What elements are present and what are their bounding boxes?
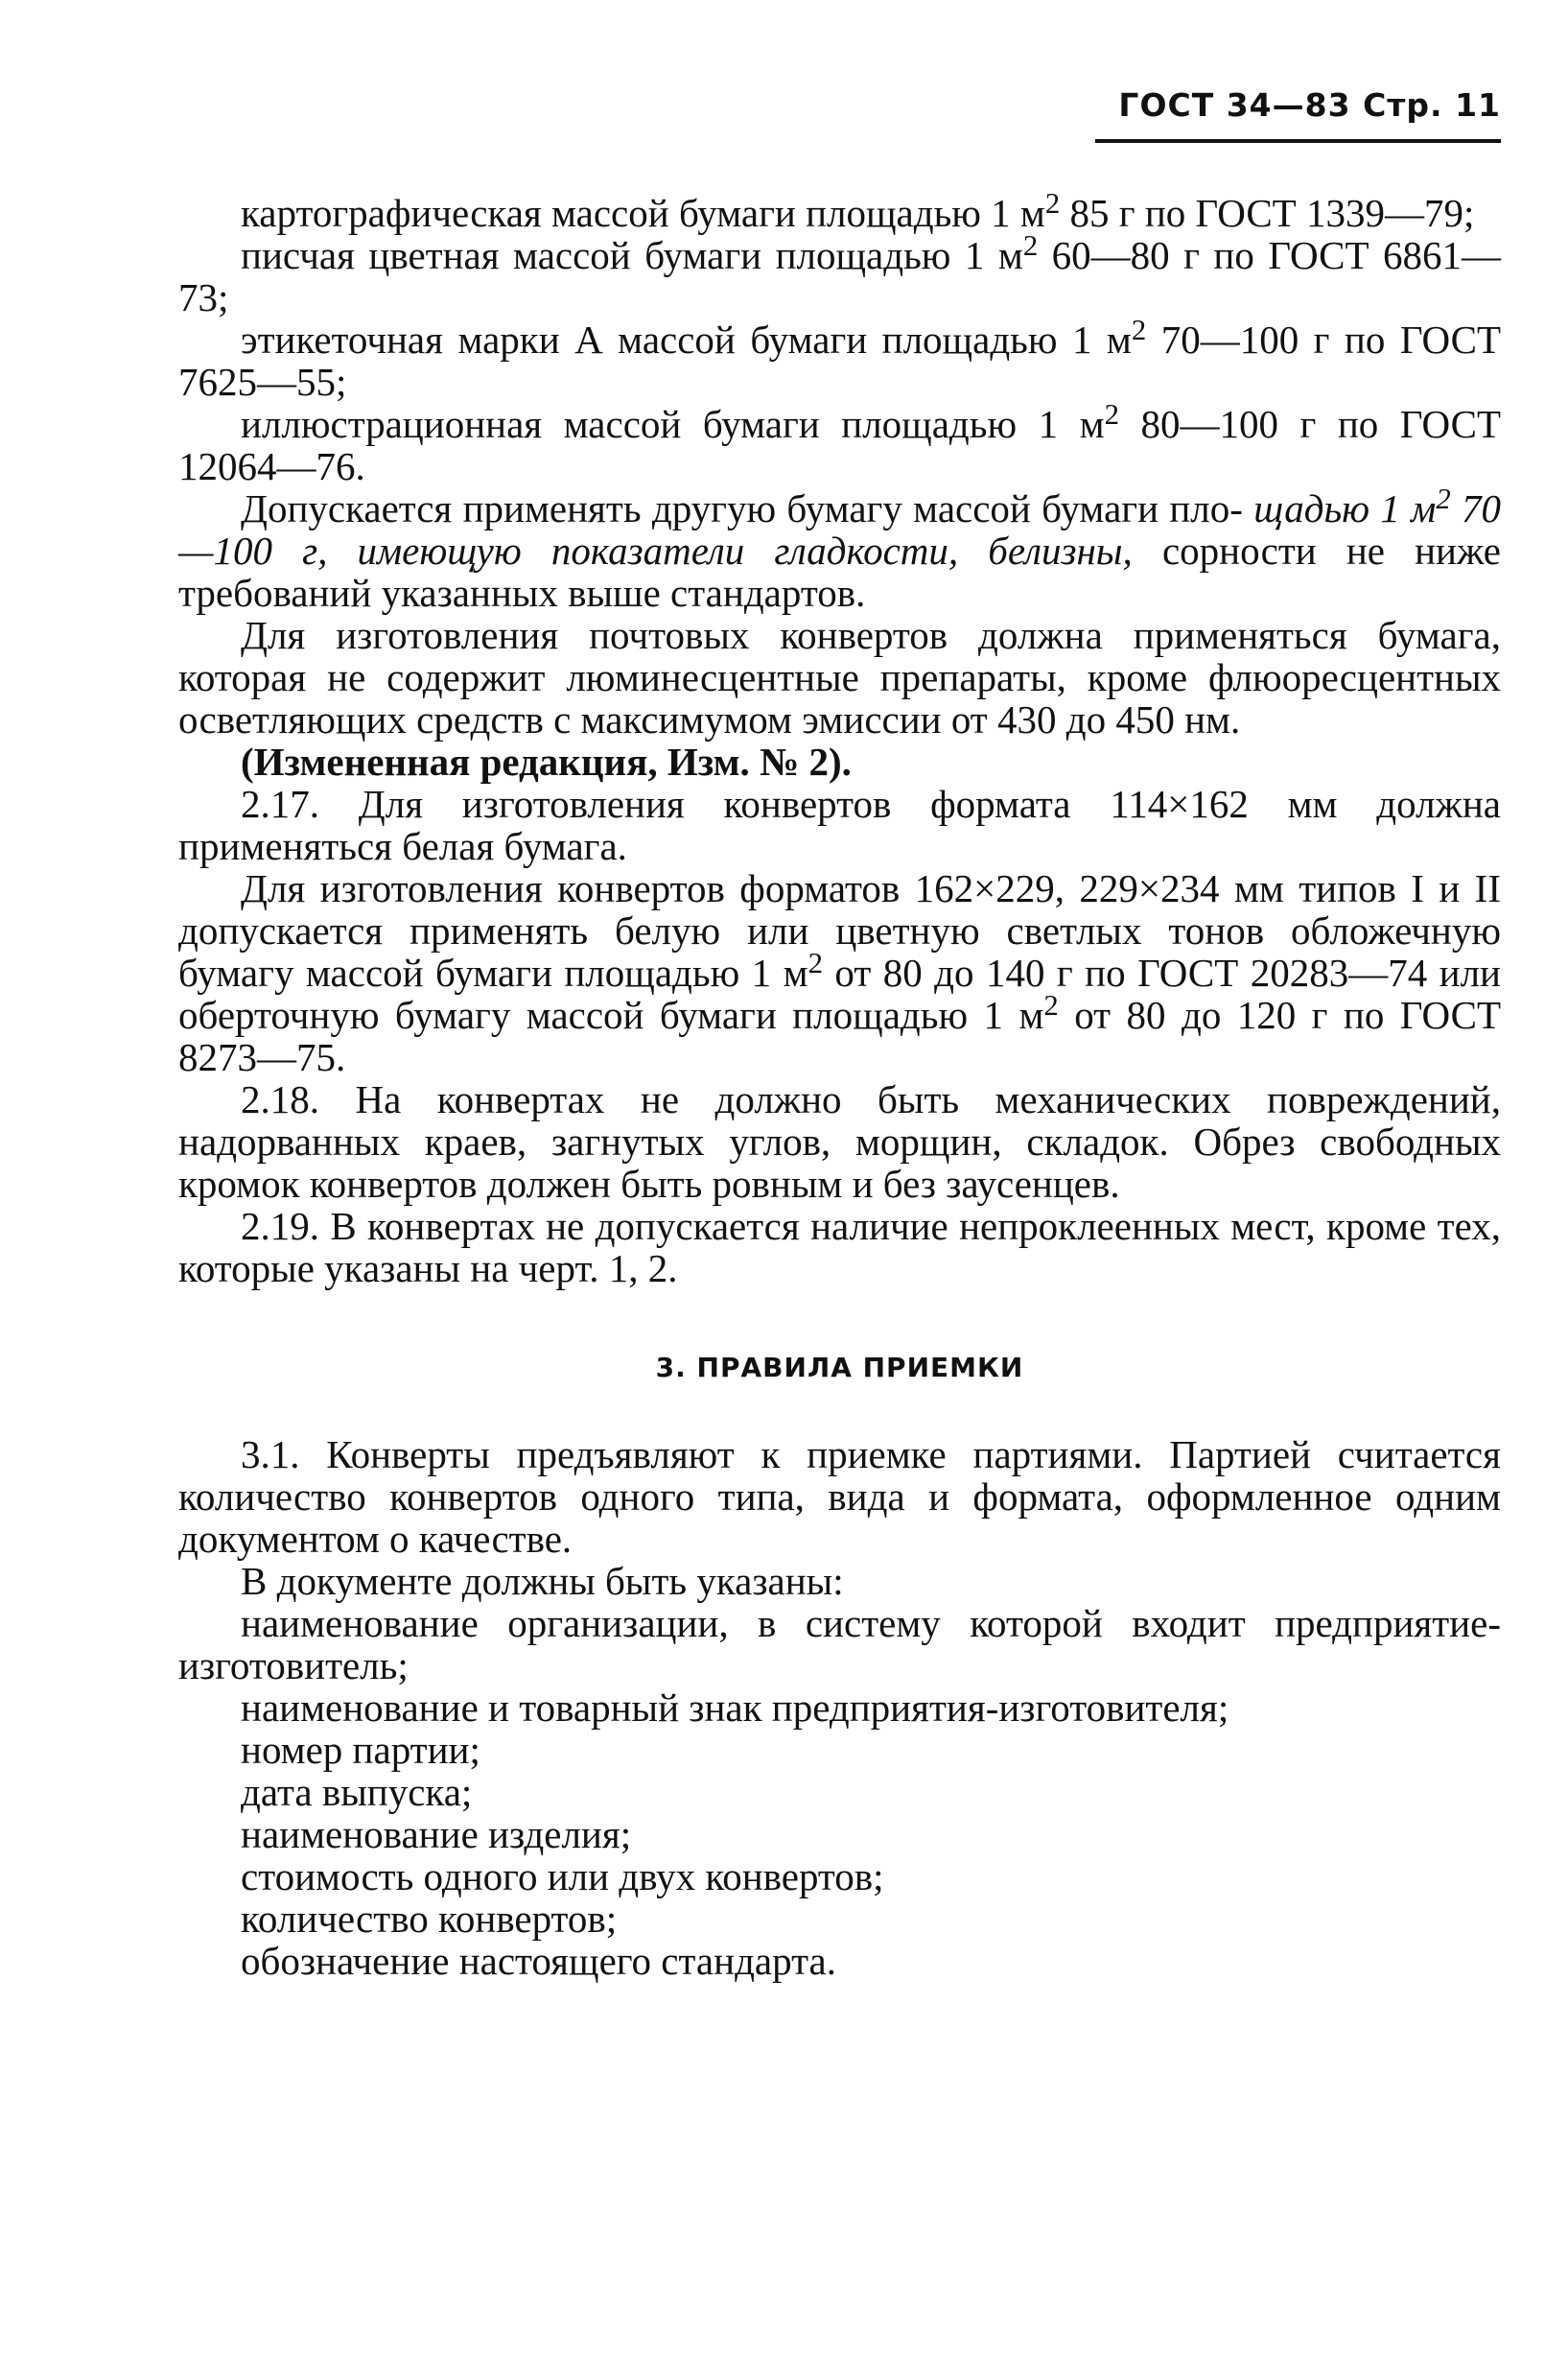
paragraph-label-paper: этикеточная марки А массой бумаги площадью 1 $м^2$ 70—100 г по ГОСТ 7625—55; — [178, 314, 1501, 404]
clause-2-19: 2.19. В конвертах не допускается наличие непроклеенных мест, кроме тех, которые указаны на черт. 1, 2. — [178, 1204, 1501, 1290]
paragraph-writing-paper: писчая цветная массой бумаги площадью 1 $м^2$ 60—80 г по ГОСТ 6861—73; — [178, 229, 1501, 319]
paragraph-illustration-paper: иллюстрационная массой бумаги площадью 1 $м^2$ 80—100 г по ГОСТ 12064—76. — [178, 398, 1501, 488]
section-title-acceptance: 3. ПРАВИЛА ПРИЕМКИ — [655, 1352, 1024, 1383]
list-item: стоимость одного или двух конвертов; — [241, 1854, 884, 1898]
standard-code: ГОСТ 34—83 — [1118, 86, 1351, 124]
clause-3-1: 3.1. Конверты предъявляют к приемке партиями. Партией считается количество конвертов одного типа, вида и формата, оформленное одним документом о качестве. — [178, 1432, 1501, 1561]
document-body — [178, 187, 1501, 1983]
list-item: обозначение настоящего стандарта. — [241, 1939, 836, 1983]
paragraph-postal-envelopes: Для изготовления почтовых конвертов должна применяться бумага, которая не содержит люминесцентные препараты, кроме флюоресцентных осветляющих средств с максимумом эмиссии от 430 до 450 нм. — [178, 613, 1501, 742]
list-item: количество конвертов; — [241, 1897, 618, 1941]
clause-2-18: 2.18. На конвертах не должно быть механических повреждений, надорванных краев, загнутых углов, морщин, складок. Обрез свободных кромок конвертов должен быть ровным и без заусенцев. — [178, 1077, 1501, 1206]
page-header — [1118, 86, 1501, 125]
paragraph-formats: Для изготовления конвертов форматов 162×229, 229×234 мм типов I и II допускается применять белую или цветную светлых тонов обложечную бумагу массой бумаги площадью 1 $м^2$ от 80 до 140 г по ГОСТ 20283—74 или оберточную бумагу массой бумаги площадью 1 $м^2$ от 80 до 120 г по ГОСТ 8273—75. — [178, 866, 1501, 1079]
list-item: номер партии; — [241, 1728, 480, 1772]
page-number: Стр. 11 — [1363, 86, 1501, 124]
list-item: наименование изделия; — [241, 1812, 632, 1856]
paragraph-cartographic: картографическая массой бумаги площадью 1 $м^2$ 85 г по ГОСТ 1339—79; — [241, 187, 1475, 235]
paragraph-organization-name: наименование организации, в систему которой входит предприятие-изготовитель; — [178, 1601, 1501, 1687]
paragraph-document-requirements: В документе должны быть указаны: — [241, 1559, 844, 1603]
header-rule — [1095, 139, 1501, 143]
list-item: дата выпуска; — [241, 1770, 473, 1814]
amendment-note: (Измененная редакция, Изм. № 2). — [241, 740, 852, 784]
list-item: наименование и товарный знак предприятия-изготовителя; — [241, 1685, 1229, 1730]
clause-2-17: 2.17. Для изготовления конвертов формата 114×162 мм должна применяться белая бумага. — [178, 782, 1501, 868]
paragraph-other-paper: Допускается применять другую бумагу массой бумаги пло- щадью 1 $м^2$ 70—100 г, имеющую показатели гладкости, белизны, сорности не ниже требований указанных выше стандартов. — [178, 483, 1501, 615]
